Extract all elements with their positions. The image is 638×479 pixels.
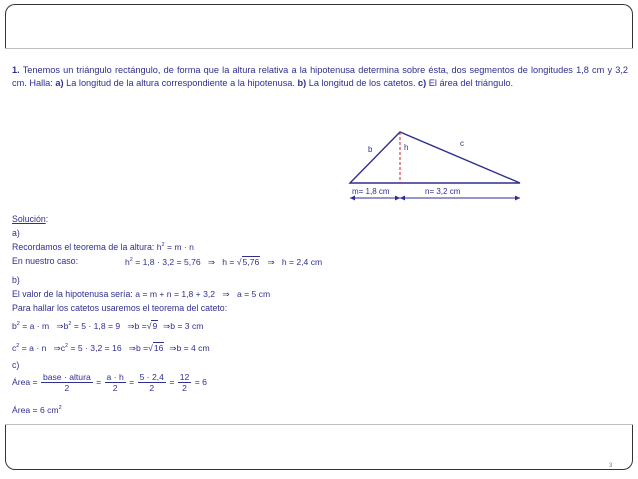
label-c: c) bbox=[418, 78, 427, 88]
b-symbol: b bbox=[63, 321, 69, 331]
cathetus-theorem-line: Para hallar los catetos usaremos el teorema del cateto: bbox=[12, 303, 228, 313]
h2-value: = 1,8 · 3,2 = 5,76 bbox=[132, 257, 201, 267]
problem-text: Tenemos un triángulo rectángulo, de forma que la altura relativa a la hipotenusa determina sobre ésta, dos segmentos de longitudes 1,8 cm y 3,2 cm. Halla: bbox=[12, 65, 628, 88]
slide-frame-bottom bbox=[5, 425, 633, 470]
area-calculation bbox=[12, 372, 207, 393]
divider-bottom bbox=[5, 424, 633, 425]
sq-exp: 2 bbox=[16, 343, 20, 349]
sqrt-576: 5,76 bbox=[242, 257, 260, 267]
c-eq: b = bbox=[135, 343, 149, 353]
h-result: h = 2,4 cm bbox=[281, 257, 323, 267]
height-theorem-formula bbox=[157, 242, 194, 252]
frac-num: a · h bbox=[106, 372, 124, 382]
slide-frame-top bbox=[5, 4, 633, 49]
b-symbol: b bbox=[12, 321, 17, 331]
triangle-diagram bbox=[340, 128, 530, 208]
implies-arrow: ⇒ bbox=[56, 321, 64, 331]
part-b-label: b) bbox=[12, 275, 20, 285]
question-a: La longitud de la altura correspondiente a la hipotenusa. bbox=[63, 78, 298, 88]
label-b: b) bbox=[297, 78, 307, 88]
right-triangle bbox=[350, 132, 520, 183]
implies-arrow: ⇒ bbox=[53, 343, 61, 353]
implies-arrow: ⇒ bbox=[128, 343, 136, 353]
b-calculation: $b^2 = a \cdot m$ $\Rightarrow b^2 = 5 \cdot 1,8 = 9$ ⇒b =√9 ⇒b = 3 cm bbox=[12, 321, 204, 331]
label-a: a) bbox=[55, 78, 64, 88]
b2-formula: = a · m bbox=[19, 321, 50, 331]
equals: = bbox=[129, 376, 135, 387]
fraction bbox=[41, 372, 93, 393]
part-a-label: a) bbox=[12, 228, 20, 238]
sq-exp: 2 bbox=[161, 242, 165, 248]
fraction bbox=[178, 372, 192, 393]
sq-exp: 2 bbox=[65, 343, 69, 349]
area-value: = 6 bbox=[194, 376, 207, 387]
hypotenuse-calc: a = m + n = 1,8 + 3,2 bbox=[135, 289, 216, 299]
question-b: La longitud de los catetos. bbox=[306, 78, 419, 88]
hypotenuse-text: El valor de la hipotenusa sería: bbox=[12, 289, 133, 299]
frac-num: 12 bbox=[179, 372, 190, 382]
c-symbol: c bbox=[60, 343, 66, 353]
sq-exp: 2 bbox=[16, 321, 20, 327]
eq-mn: = m · n bbox=[164, 242, 194, 252]
frac-den: 2 bbox=[149, 383, 155, 393]
area-final-text: Área = 6 cm bbox=[12, 405, 59, 415]
height-label: h bbox=[404, 143, 409, 152]
b-result: b = 3 cm bbox=[170, 321, 204, 331]
h-calculation: $h^2 = 1,8 \cdot 3,2 = 5,76$ ⇒ h = √5,76 ⇒ h = 2,4 cm bbox=[125, 257, 323, 267]
problem-number: 1. bbox=[12, 65, 20, 75]
part-c-label: c) bbox=[12, 360, 20, 370]
h-symbol: h bbox=[125, 257, 130, 267]
c2-formula: = a · n bbox=[19, 343, 47, 353]
sq-exp: 2 bbox=[68, 321, 72, 327]
height-theorem-text: Recordamos el teorema de la altura: bbox=[12, 242, 155, 252]
arrowhead bbox=[395, 196, 400, 201]
implies-arrow: ⇒ bbox=[127, 321, 135, 331]
arrowhead bbox=[515, 196, 520, 201]
implies-arrow: ⇒ bbox=[169, 343, 177, 353]
solution-heading bbox=[12, 214, 48, 224]
h-symbol: h bbox=[156, 242, 162, 252]
c-result: b = 4 cm bbox=[176, 343, 210, 353]
solution-colon: : bbox=[45, 214, 49, 224]
hypotenuse-line bbox=[12, 289, 270, 300]
our-case-line bbox=[12, 256, 78, 266]
arrowhead bbox=[400, 196, 405, 201]
c2-calc: = 5 · 3,2 = 16 bbox=[68, 343, 122, 353]
side-b-label: b bbox=[368, 145, 373, 154]
frac-den: 2 bbox=[64, 383, 70, 393]
problem-statement bbox=[12, 64, 628, 90]
height-theorem-line bbox=[12, 242, 194, 252]
a-result: a = 5 cm bbox=[236, 289, 271, 299]
frac-den: 2 bbox=[182, 383, 187, 393]
area-word: Área = bbox=[12, 376, 38, 387]
b2-calc: = 5 · 1,8 = 9 bbox=[71, 321, 121, 331]
implies-arrow: ⇒ bbox=[222, 289, 230, 299]
arrowhead bbox=[350, 196, 355, 201]
side-c-label: c bbox=[460, 139, 464, 148]
segment-n-label: n= 3,2 cm bbox=[425, 187, 461, 196]
implies-arrow: ⇒ bbox=[267, 257, 275, 267]
c-symbol: c bbox=[12, 343, 17, 353]
b-eq: b = bbox=[134, 321, 147, 331]
implies-arrow: ⇒ bbox=[163, 321, 171, 331]
equals: = bbox=[96, 376, 102, 387]
sqrt-9: 9 bbox=[152, 321, 158, 331]
question-c: El área del triángulo. bbox=[426, 78, 514, 88]
frac-num: 5 · 2,4 bbox=[139, 372, 164, 382]
fraction bbox=[105, 372, 126, 393]
h-eq: h = bbox=[222, 257, 235, 267]
solution-heading-text: Solución bbox=[12, 214, 46, 224]
segment-m-label: m= 1,8 cm bbox=[352, 187, 390, 196]
sq-exp: 2 bbox=[58, 405, 62, 411]
our-case-text: En nuestro caso: bbox=[12, 256, 79, 266]
equals: = bbox=[169, 376, 175, 387]
frac-den: 2 bbox=[112, 383, 118, 393]
c-calculation: $c^2 = a \cdot n$ $\Rightarrow c^2 = 5 \cdot 3,2 = 16$ ⇒b =√16 ⇒b = 4 cm bbox=[12, 343, 210, 353]
frac-num: base · altura bbox=[42, 372, 91, 382]
divider-top bbox=[5, 48, 633, 49]
sqrt-16: 16 bbox=[153, 343, 164, 353]
fraction bbox=[138, 372, 166, 393]
page-number: 3 bbox=[609, 463, 613, 469]
area-final bbox=[12, 405, 62, 415]
sq-exp: 2 bbox=[129, 257, 133, 263]
implies-arrow: ⇒ bbox=[207, 257, 216, 267]
